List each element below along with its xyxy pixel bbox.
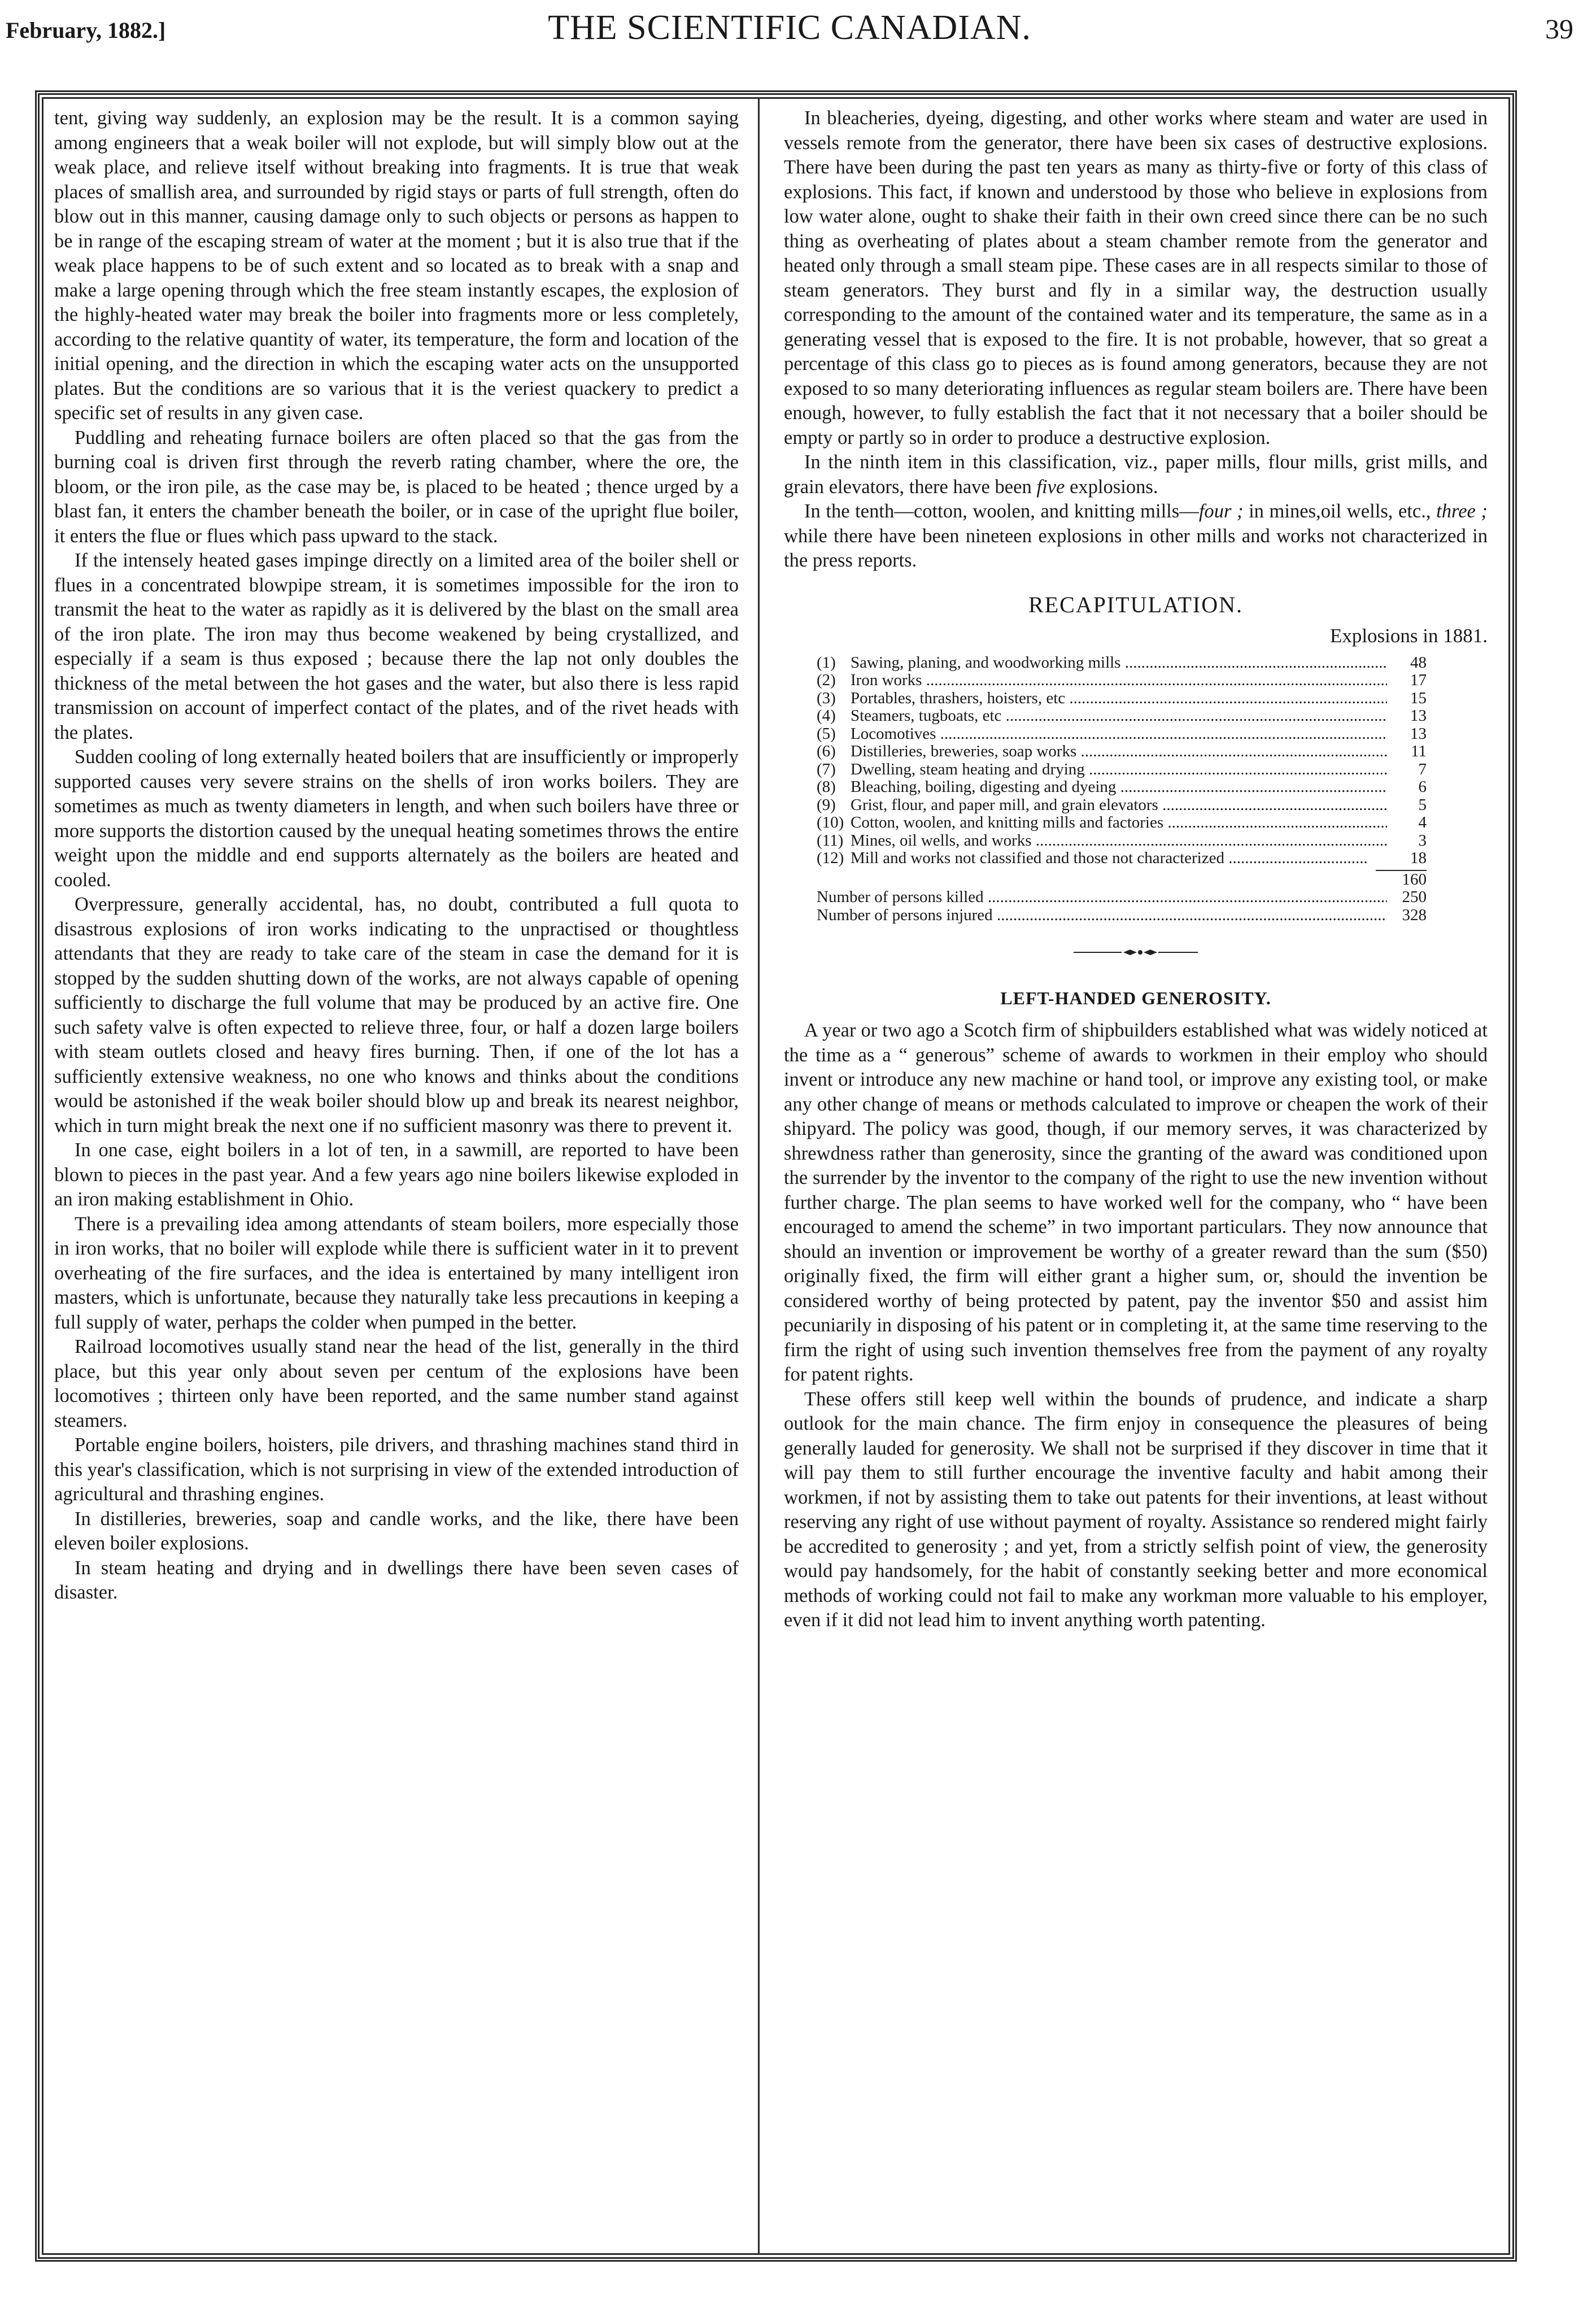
paragraph-text: while there have been nineteen explosions in other mills and works not characterized in the press reports. xyxy=(784,525,1488,571)
recap-row xyxy=(817,672,1427,690)
recap-injured-row xyxy=(817,907,1427,925)
recap-row xyxy=(817,725,1427,743)
paragraph: Railroad locomotives usually stand near the head of the list, generally in the third place, but this year only about seven per centum of the explosions have been locomotives ; thirteen only have been reported, and the same number stand against steamers. xyxy=(54,1336,739,1431)
recap-row-value: 17 xyxy=(1410,671,1427,689)
paragraph: Sudden cooling of long externally heated boilers that are insufficiently or improperly supported causes very severe strains on the shells of iron works boilers. They are sometimes as much as twenty diameters in length, and when such boilers have three or more supports the distortion caused by the unequal heating sometimes throws the entire weight upon the middle and end supports alternately as the boilers are heated and cooled. xyxy=(54,746,739,891)
section-ornament xyxy=(784,939,1488,964)
recap-row-label: Distilleries, breweries, soap works ..... xyxy=(851,743,1387,761)
issue-date: February, 1882.] xyxy=(6,18,166,43)
article-title: LEFT-HANDED GENEROSITY. xyxy=(1000,987,1271,1008)
paragraph-text: In the ninth item in this classification, viz., paper mills, flour mills, grist mills, and grain elevators, there have been xyxy=(784,451,1488,498)
paragraph: Puddling and reheating furnace boilers are often placed so that the gas from the burning coal is driven first through the reverb rating chamber, where the ore, the bloom, or the iron pile, as the case may be, is placed to be heated ; thence urged by a blast fan, it enters the chamber beneath the boiler, or in case of the upright flue boiler, it enters the flue or flues which pass upward to the stack. xyxy=(54,426,739,547)
recap-row-number: (1) xyxy=(817,653,836,672)
recap-row-value: 3 xyxy=(1418,831,1427,850)
paragraph: In distilleries, breweries, soap and candle works, and the like, there have been eleven boiler explosions. xyxy=(54,1508,739,1554)
recap-row-number: (10) xyxy=(817,813,844,831)
recap-row xyxy=(817,761,1427,779)
recap-row-label: Grist, flour, and paper mill, and grain elevators ..... xyxy=(851,796,1387,815)
paragraph: In bleacheries, dyeing, digesting, and other works where steam and water are used in vessels remote from the generator, there have been six cases of destructive explosions. There have been during the past ten years as many as thirty-five or forty of this class of explosions. This fact, if known and understood by those who believe in explosions from low water alone, ought to shake their faith in their own creed since there can be no such thing as overheating of plates about a steam chamber remote from the generator and heated only through a small steam pipe. These cases are in all respects similar to those of steam generators. They burst and fly in a similar way, the destruction usually corresponding to the amount of the contained water and its temperature, the same as in a generating vessel that is exposed to the fire. It is not probable, however, that so great a percentage of this class go to pieces as is found among generators, because they are not exposed to so many deteriorating influences as regular steam boilers are. There have been enough, however, to fully establish the fact that it not necessary that a boiler should be empty or partly so in order to produce a destructive explosion. xyxy=(784,107,1488,448)
paragraph: Overpressure, generally accidental, has, no doubt, contributed a full quota to disastrous explosions of iron works indicating to the unpractised or thoughtless attendants that they are ready to take care of the steam in case the demand for it is stopped by the sudden shutting down of the works, are not always capable of opening sufficiently to discharge the full volume that may be produced by an active fire. One such safety valve is often expected to relieve three, four, or half a dozen large boilers with steam outlets closed and heavy fires burning. Then, if one of the lot has a sufficiently extensive weakness, no one who knows and thinks about the conditions would be astonished if the weak boiler should blow up and break its nearest neighbor, which in turn might break the next one if no sufficient masonry was there to prevent it. xyxy=(54,894,739,1136)
ornament-rule-icon xyxy=(1074,948,1198,957)
recap-row-number: (11) xyxy=(817,831,844,850)
paragraph xyxy=(784,499,1488,573)
recap-row xyxy=(817,814,1427,832)
recap-row-number: (3) xyxy=(817,689,836,707)
italic-text: five xyxy=(1036,476,1065,498)
recap-row xyxy=(817,743,1427,761)
recap-row-value: 48 xyxy=(1410,653,1427,672)
paragraph xyxy=(784,450,1488,499)
recap-row-number: (9) xyxy=(817,795,836,814)
recap-row-label: Portables, thrashers, hoisters, etc ..... xyxy=(851,690,1387,708)
paragraph: In steam heating and drying and in dwellings there have been seven cases of disaster. xyxy=(54,1557,739,1603)
recap-row-number: (12) xyxy=(817,849,844,867)
injured-label: Number of persons injured ..... xyxy=(817,907,1387,925)
recap-subtitle: Explosions in 1881. xyxy=(1329,625,1488,647)
recap-row-value: 18 xyxy=(1410,849,1427,867)
recap-row-number: (7) xyxy=(817,760,836,778)
recap-row xyxy=(817,778,1427,796)
recap-title: RECAPITULATION. xyxy=(1028,591,1243,617)
killed-label: Number of persons killed ..... xyxy=(817,889,1387,907)
recap-row-value: 13 xyxy=(1410,707,1427,725)
left-column xyxy=(54,106,739,1605)
recap-row-number: (8) xyxy=(817,778,836,796)
recap-row-label: Mines, oil wells, and works ..... xyxy=(851,832,1387,850)
recap-table xyxy=(817,654,1427,868)
italic-text: four ; xyxy=(1198,500,1244,522)
recap-total-row xyxy=(817,871,1427,889)
paragraph: tent, giving way suddenly, an explosion may be the result. It is a common saying among engineers that a weak boiler will not explode, but will simply blow out at the weak place, and relieve itself without breaking into fragments. It is true that weak places of smallish area, and surrounded by rigid stays or parts of full strength, often do blow out in this manner, causing damage only to such objects or persons as happen to be in range of the escaping stream of water at the moment ; but it is also true that if the weak place happens to be of such extent and so located as to break with a snap and make a large opening through which the free steam instantly escapes, the explosion of the highly-heated water may break the boiler into fragments more or less completely, according to the relative quantity of water, its temperature, the form and location of the initial opening, and the direction in which the escaping water acts on the unsupported plates. But the conditions are so various that it is the veriest quackery to predict a specific set of results in any given case. xyxy=(54,107,739,424)
recap-row-value: 7 xyxy=(1418,760,1427,778)
recap-row-number: (4) xyxy=(817,707,836,725)
recap-row-number: (2) xyxy=(817,671,836,689)
paragraph: In one case, eight boilers in a lot of ten, in a sawmill, are reported to have been blown to pieces in the past year. And a few years ago nine boilers likewise exploded in an iron making establishment in Ohio. xyxy=(54,1139,739,1210)
paragraph-text: in mines,oil wells, etc., xyxy=(1249,500,1431,522)
recap-total: 160 xyxy=(1402,870,1427,889)
recap-row-value: 15 xyxy=(1410,689,1427,707)
recap-row-label: Iron works ..... xyxy=(851,672,1387,690)
page-number: 39 xyxy=(1545,13,1573,45)
italic-text: three ; xyxy=(1436,500,1488,522)
recap-row-number: (6) xyxy=(817,742,836,760)
recap-row xyxy=(817,796,1427,815)
paragraph: There is a prevailing idea among attendants of steam boilers, more especially those in iron works, that no boiler will explode while there is sufficient water in it to prevent overheating of the fire surfaces, and the idea is entertained by many intelligent iron masters, which is unfortunate, because they naturally take less precautions in keeping a full supply of water, perhaps the colder when pumped in the better. xyxy=(54,1213,739,1333)
journal-title: THE SCIENTIFIC CANADIAN. xyxy=(548,8,1031,47)
paragraph: Portable engine boilers, hoisters, pile drivers, and thrashing machines stand third in this year's classification, which is not surprising in view of the extended introduction of agricultural and thrashing engines. xyxy=(54,1434,739,1505)
column-divider xyxy=(758,97,760,2255)
recap-killed-row xyxy=(817,889,1427,907)
recap-row-label: Steamers, tugboats, etc ..... xyxy=(851,707,1387,725)
recap-row xyxy=(817,707,1427,725)
recap-row-value: 4 xyxy=(1418,813,1427,831)
recap-row-value: 11 xyxy=(1411,742,1427,760)
paragraph-text: In the tenth—cotton, woolen, and knitting mills— xyxy=(804,500,1199,522)
recap-row xyxy=(817,654,1427,672)
recap-row-label: Mill and works not classified and those not characterized .................................. xyxy=(851,850,1368,867)
recap-row xyxy=(817,832,1427,850)
recap-row-value: 5 xyxy=(1418,795,1427,814)
killed-value: 250 xyxy=(1402,888,1427,906)
paragraph: These offers still keep well within the bounds of prudence, and indicate a sharp outlook for the main chance. The firm enjoy in consequence the pleasures of being generally lauded for generosity. We shall not be surprised if they discover in time that it will pay them to still further encourage the inventive faculty and habit among their workmen, if not by assisting them to take out patents for their inventions, at least without reserving any right of use without payment of royalty. Assistance so rendered might fairly be accredited to generosity ; and yet, from a strictly selfish point of view, the generosity would pay handsomely, for the habit of constantly seeking better and more economical methods of working could not fail to make any workman more valuable to his employer, even if it did not lead him to invent anything worth patenting. xyxy=(784,1388,1488,1631)
paragraph: A year or two ago a Scotch firm of shipbuilders established what was widely noticed at the time as a “ generous” scheme of awards to workmen in their employ who should invent or introduce any new machine or hand tool, or improve any existing tool, or make any other change of means or methods calculated to improve or cheapen the work of their shipyard. The policy was good, though, if our memory serves, it was characterized by shrewdness rather than generosity, since the granting of the award was conditioned upon the surrender by the inventor to the company of the right to use the new invention without further charge. The plan seems to have worked well for the company, who “ have been encouraged to amend the scheme” in two important particulars. They now announce that should an invention or improvement be worthy of a greater reward than the sum ($50) originally fixed, the firm will either grant a higher sum, or, should the invention be considered worthy of being protected by patent, pay the inventor $50 and assist him pecuniarily in disposing of his patent or in completing it, at the same time reserving to the firm the right of using such invention themselves free from the payment of any royalty for patent rights. xyxy=(784,1020,1488,1385)
recap-row-label: Bleaching, boiling, digesting and dyeing ..... xyxy=(851,778,1387,796)
recap-row xyxy=(817,690,1427,708)
recap-row-number: (5) xyxy=(817,724,836,743)
recap-row-value: 6 xyxy=(1418,778,1427,796)
recap-row-value: 13 xyxy=(1410,724,1427,743)
right-column xyxy=(784,106,1488,1633)
recap-row-label: Cotton, woolen, and knitting mills and factories ..... xyxy=(851,814,1387,832)
recap-row xyxy=(817,850,1427,868)
paragraph: If the intensely heated gases impinge directly on a limited area of the boiler shell or flues in a concentrated blowpipe stream, it is sometimes impossible for the iron to transmit the heat to the water as rapidly as it is delivered by the blast on the small area of the iron plate. The iron may thus become weakened by being crystallized, and especially if a seam is thus exposed ; because there the lap not only doubles the thickness of the metal between the hot gases and the water, but also there is less rapid transmission on account of imperfect contact of the plates, and of the rivet heads with the plates. xyxy=(54,550,739,743)
paragraph-text: explosions. xyxy=(1069,476,1158,498)
recap-totals xyxy=(817,870,1427,925)
recap-row-label: Dwelling, steam heating and drying ..... xyxy=(851,761,1387,779)
running-head xyxy=(6,5,1573,61)
injured-value: 328 xyxy=(1402,905,1427,924)
recap-row-label: Sawing, planing, and woodworking mills ..... xyxy=(851,654,1387,672)
recap-row-label: Locomotives ..... xyxy=(851,725,1387,743)
